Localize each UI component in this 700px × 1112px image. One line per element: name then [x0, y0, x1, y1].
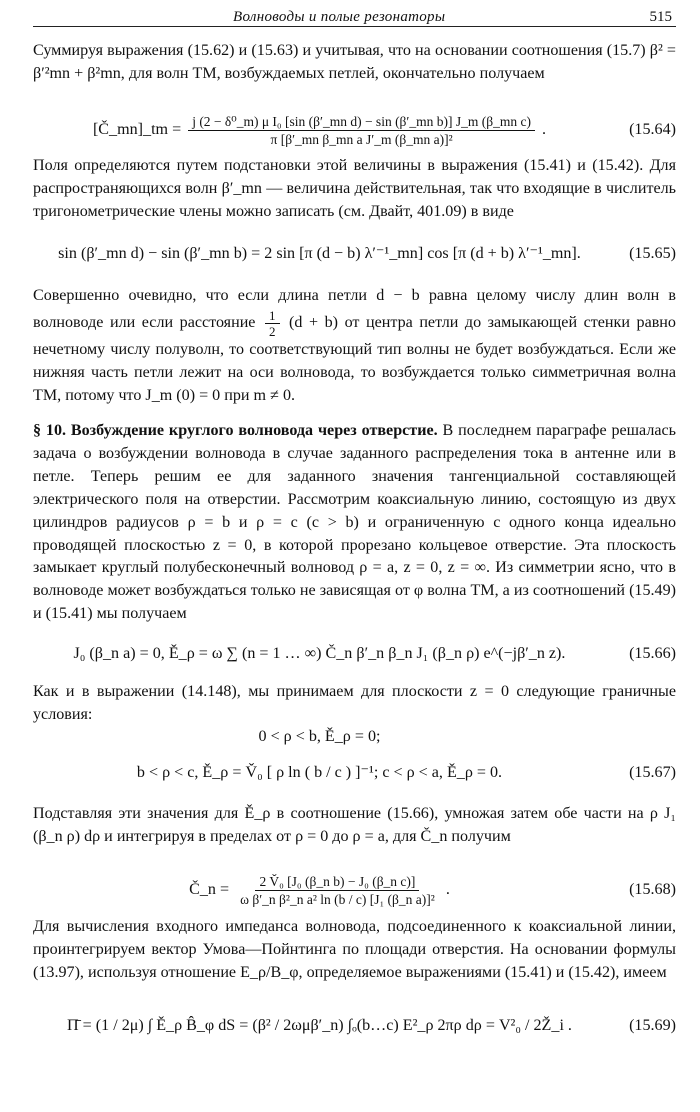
equation-body — [33, 113, 606, 148]
paragraph-text — [33, 420, 676, 626]
equation-number: (15.65) — [629, 244, 676, 262]
equation-number: (15.66) — [629, 644, 676, 662]
equation-number: (15.64) — [629, 120, 676, 138]
equation-body: Π̄ = (1 / 2μ) ∫ Ě_ρ B̂_φ dS = (β² / 2ωμβ′_n) ∫ₒ(b…c) E²_ρ 2πρ dρ = V²₀ / 2Ž_i . — [67, 1016, 572, 1034]
equation-body: sin (β′_mn d) − sin (β′_mn b) = 2 sin [π (d − b) λ′⁻¹_mn] cos [π (d + b) λ′⁻¹_mn]. — [58, 244, 581, 262]
equation-body: b < ρ < c, Ě_ρ = V̌₀ [ ρ ln ( b / c ) ]⁻¹; c < ρ < a, Ě_ρ = 0. — [136, 763, 503, 781]
fraction-numerator: 2 V̌₀ [J₀ (β_n b) − J₀ (β_n c)] — [255, 873, 419, 891]
paragraph-substitution — [33, 803, 676, 849]
equation-lhs: Č_n = — [189, 880, 230, 898]
paragraph-text: Суммируя выражения (15.62) и (15.63) и учитывая, что на основании соотношения (15.7) β² = β′²mn + β²mn, для волн TM, возбуждаемых петлей, окончательно получаем — [33, 42, 676, 82]
fraction-numerator: 1 — [265, 308, 280, 324]
paragraph-text: Для вычисления входного импеданса волновода, подсоединенного к коаксиальной линии, проинтегрируем вектор Умова—Пойнтинга по площади отверстия. На основании формулы (13.97), используя отношение E_ρ/B_φ, определяемое выражениями (15.41) и (15.42), имеем — [33, 918, 676, 981]
equation-number: (15.69) — [629, 1016, 676, 1034]
equation-number: (15.68) — [629, 880, 676, 898]
paragraph-boundary-conditions — [33, 681, 676, 727]
paragraph-field-substitution — [33, 155, 676, 224]
fraction-numerator: j (2 − δ⁰_m) μ I₀ [sin (β′_mn d) − sin (β′_mn b)] J_m (β_mn c) — [188, 113, 535, 131]
equation-lhs: [Č_mn]_tm = — [92, 120, 182, 138]
equation-15-69 — [33, 1004, 676, 1048]
paragraph-text — [33, 285, 676, 408]
paragraph-summation — [33, 40, 676, 86]
equation-15-65 — [33, 241, 676, 267]
equation-15-64 — [33, 108, 676, 152]
equation-tail: . — [542, 120, 547, 138]
equation-body — [33, 873, 606, 908]
fraction-denominator: 2 — [269, 323, 276, 339]
equation-fraction — [188, 113, 535, 148]
paragraph-text: Подставляя эти значения для Ě_ρ в соотношение (15.66), умножая затем обе части на ρ J₁ (β_n ρ) dρ и интегрируя в пределах от ρ = 0 до ρ = a, для Č_n получим — [33, 805, 676, 845]
equation-15-67-part2 — [33, 759, 676, 787]
section-text: В последнем параграфе решалась задача о возбуждении волновода в случае заданного распределения тока в антенне или в петле. Теперь решим ее для заданного значения тангенциальной составляющей электрического поля на отверстии. Рассмотрим коаксиальную линию, состоящую из двух цилиндров радиусов ρ = b и ρ = c (c > b) и ограниченную с одного конца идеально проводящей плоскостью z = 0, в которой прорезано кольцевое отверстие. Эта плоскость замыкает круглый полубесконечный волновод ρ = a, z = 0, z = ∞. Из симметрии ясно, что в волноводе может возбуждаться только не зависящая от φ волна TM, а из соотношений (15.49) и (15.41) мы получаем — [33, 422, 676, 623]
equation-15-66 — [33, 632, 676, 676]
fraction-denominator: π [β′_mn β_mn a J′_m (β_mn a)]² — [270, 131, 453, 147]
equation-15-68 — [33, 868, 676, 912]
paragraph-loop-condition — [33, 285, 676, 408]
equation-fraction — [236, 873, 439, 908]
half-fraction — [265, 308, 280, 339]
equation-number: (15.67) — [629, 763, 676, 781]
fraction-denominator: ω β′_n β²_n a² ln (b / c) [J₁ (β_n a)]² — [240, 891, 435, 907]
equation-body: 0 < ρ < b, Ě_ρ = 0; — [258, 727, 381, 745]
paragraph-impedance — [33, 916, 676, 985]
paragraph-text: Поля определяются путем подстановки этой величины в выражения (15.41) и (15.42). Для распространяющихся волн β′_mn — величина действительная, так что входящие в числитель тригонометрические члены можно записать (см. Двайт, 401.09) в виде — [33, 157, 676, 220]
running-title: Волноводы и полые резонаторы — [233, 9, 446, 25]
text-part: (d + b) от центра петли до замыкающей стенки равно нечетному числу полуволн, то соответствующий тип волны не будет возбуждаться. Если же нижняя часть петли лежит на оси волновода, то возбуждается только симметричная волна TM, потому что J_m (0) = 0 при m ≠ 0. — [33, 314, 676, 404]
section-heading: § 10. Возбуждение круглого волновода через отверстие. — [33, 422, 438, 439]
page-number: 515 — [649, 9, 672, 25]
section-10 — [33, 420, 676, 626]
page-header — [33, 4, 676, 27]
equation-tail: . — [445, 880, 450, 898]
text-part: Совершенно очевидно, что если длина петли d − b равна целому числу длин волн в волноводе или если расстояние — [33, 287, 676, 332]
paragraph-text: Как и в выражении (14.148), мы принимаем для плоскости z = 0 следующие граничные условия: — [33, 683, 676, 723]
equation-15-67-part1 — [33, 725, 676, 749]
equation-body: J₀ (β_n a) = 0, Ě_ρ = ω ∑ (n = 1 … ∞) Č_n β′_n β_n J₁ (β_n ρ) e^(−jβ′_n z). — [73, 644, 566, 662]
